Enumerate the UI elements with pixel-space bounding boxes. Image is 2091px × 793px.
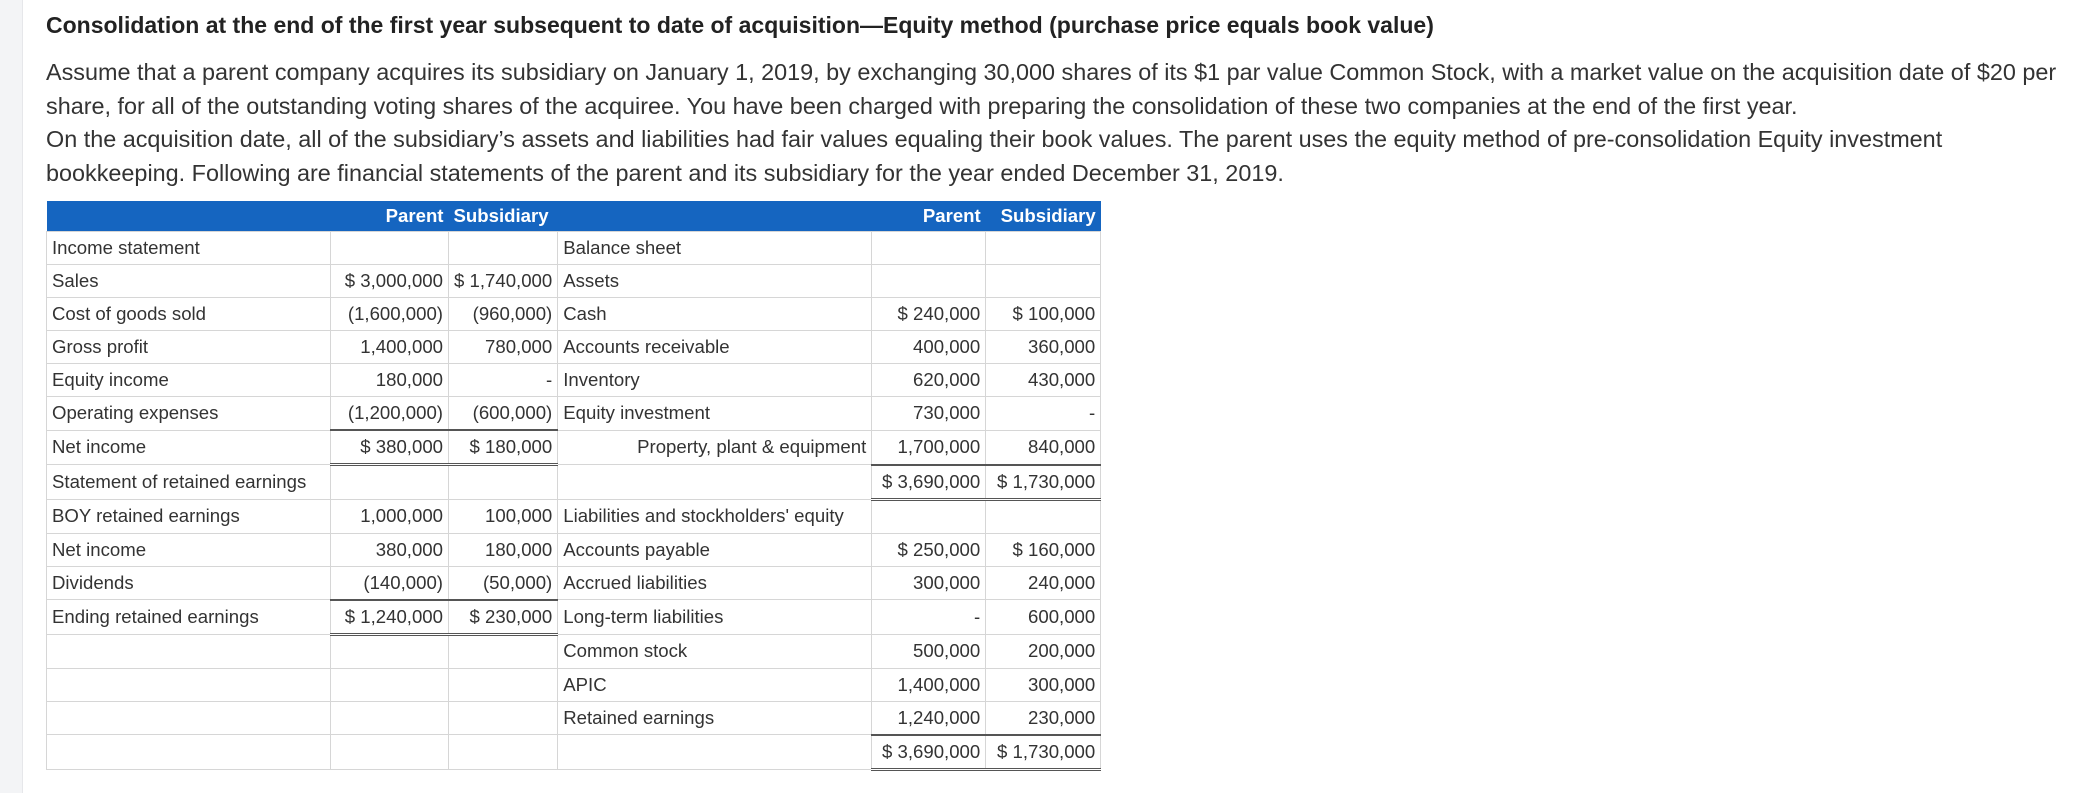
table-cell: - <box>986 397 1101 431</box>
table-cell: 1,700,000 <box>872 430 986 465</box>
table-cell: Equity investment <box>558 397 872 431</box>
table-row <box>47 232 1101 265</box>
table-cell: Retained earnings <box>558 701 872 735</box>
table-row <box>47 430 1101 465</box>
table-cell: 730,000 <box>872 397 986 431</box>
table-cell: (140,000) <box>331 566 449 600</box>
header-cell <box>558 201 872 232</box>
table-cell: Net income <box>47 533 331 566</box>
table-cell <box>449 465 558 500</box>
table-cell: 840,000 <box>986 430 1101 465</box>
table-cell <box>331 668 449 701</box>
table-cell: Equity income <box>47 364 331 397</box>
table-cell: Balance sheet <box>558 232 872 265</box>
table-cell <box>47 634 331 668</box>
table-cell: $ 230,000 <box>449 600 558 635</box>
table-cell <box>47 668 331 701</box>
table-cell <box>449 668 558 701</box>
table-cell: 100,000 <box>449 499 558 533</box>
table-cell <box>986 499 1101 533</box>
paragraph-1: Assume that a parent company acquires its subsidiary on January 1, 2019, by exchanging 30,000 shares of its $1 par value Common Stock, with a market value on the acquisition date of $20 per share, for all of the outstanding voting shares of the acquiree. You have been charged with preparing the consolidation of these two companies at the end of the first year. <box>46 59 2057 119</box>
table-cell <box>47 701 331 735</box>
table-cell: 200,000 <box>986 634 1101 668</box>
table-cell <box>47 735 331 770</box>
table-row <box>47 600 1101 635</box>
table-cell <box>986 265 1101 298</box>
table-cell <box>872 232 986 265</box>
table-cell <box>331 634 449 668</box>
paragraph-2: On the acquisition date, all of the subsidiary’s assets and liabilities had fair values equaling their book values. The parent uses the equity method of pre-consolidation Equity investment bookkeeping. Following are financial statements of the parent and its subsidiary for the year ended December 31, 2019. <box>46 126 1943 186</box>
table-cell: 1,240,000 <box>872 701 986 735</box>
table-cell: (960,000) <box>449 298 558 331</box>
table-cell: $ 3,690,000 <box>872 465 986 500</box>
table-cell: (600,000) <box>449 397 558 431</box>
table-cell: Long-term liabilities <box>558 600 872 635</box>
table-cell: Accounts receivable <box>558 331 872 364</box>
table-cell: $ 3,690,000 <box>872 735 986 770</box>
table-cell <box>331 232 449 265</box>
table-cell: APIC <box>558 668 872 701</box>
table-row <box>47 668 1101 701</box>
table-cell: $ 240,000 <box>872 298 986 331</box>
table-cell: Property, plant & equipment <box>558 430 872 465</box>
header-cell: Parent <box>872 201 986 232</box>
table-cell: Sales <box>47 265 331 298</box>
table-cell: Liabilities and stockholders' equity <box>558 499 872 533</box>
table-row <box>47 735 1101 770</box>
financial-statements-table <box>46 201 1101 771</box>
table-cell: - <box>872 600 986 635</box>
table-row <box>47 634 1101 668</box>
table-cell: Cost of goods sold <box>47 298 331 331</box>
table-cell: $ 380,000 <box>331 430 449 465</box>
table-cell: (1,600,000) <box>331 298 449 331</box>
table-cell: 780,000 <box>449 331 558 364</box>
table-cell: $ 250,000 <box>872 533 986 566</box>
table-cell: 300,000 <box>986 668 1101 701</box>
table-cell: - <box>449 364 558 397</box>
table-row <box>47 499 1101 533</box>
header-cell: Subsidiary <box>986 201 1101 232</box>
table-row <box>47 465 1101 500</box>
table-cell <box>331 735 449 770</box>
table-cell: 1,000,000 <box>331 499 449 533</box>
header-cell: Subsidiary <box>449 201 558 232</box>
table-cell <box>986 232 1101 265</box>
table-cell <box>449 232 558 265</box>
table-cell: 300,000 <box>872 566 986 600</box>
table-cell: 600,000 <box>986 600 1101 635</box>
table-row <box>47 533 1101 566</box>
table-cell: 180,000 <box>449 533 558 566</box>
table-cell <box>558 465 872 500</box>
table-cell: 1,400,000 <box>331 331 449 364</box>
table-row <box>47 701 1101 735</box>
header-cell <box>47 201 331 232</box>
table-cell: 400,000 <box>872 331 986 364</box>
table-cell <box>872 499 986 533</box>
table-cell: $ 3,000,000 <box>331 265 449 298</box>
table-cell: Statement of retained earnings <box>47 465 331 500</box>
table-cell: $ 160,000 <box>986 533 1101 566</box>
table-row <box>47 331 1101 364</box>
table-row <box>47 298 1101 331</box>
table-cell <box>558 735 872 770</box>
table-cell: Accrued liabilities <box>558 566 872 600</box>
table-cell: Income statement <box>47 232 331 265</box>
header-cell: Parent <box>331 201 449 232</box>
table-cell: 620,000 <box>872 364 986 397</box>
table-cell <box>331 701 449 735</box>
table-cell: Net income <box>47 430 331 465</box>
table-header-row <box>47 201 1101 232</box>
table-row <box>47 566 1101 600</box>
table-cell: Dividends <box>47 566 331 600</box>
table-cell: 360,000 <box>986 331 1101 364</box>
table-cell: $ 1,740,000 <box>449 265 558 298</box>
table-cell: Common stock <box>558 634 872 668</box>
table-cell: (50,000) <box>449 566 558 600</box>
table-cell: Assets <box>558 265 872 298</box>
table-cell: $ 1,730,000 <box>986 735 1101 770</box>
table-cell: 180,000 <box>331 364 449 397</box>
table-cell: Accounts payable <box>558 533 872 566</box>
table-cell: Cash <box>558 298 872 331</box>
table-cell <box>449 735 558 770</box>
table-cell: BOY retained earnings <box>47 499 331 533</box>
problem-title: Consolidation at the end of the first year subsequent to date of acquisition—Equity method (purchase price equals book value) <box>46 12 1434 38</box>
table-cell: 500,000 <box>872 634 986 668</box>
table-cell: $ 180,000 <box>449 430 558 465</box>
table-cell: $ 1,730,000 <box>986 465 1101 500</box>
left-gutter <box>0 0 23 793</box>
table-cell: Inventory <box>558 364 872 397</box>
table-cell: $ 100,000 <box>986 298 1101 331</box>
table-row <box>47 265 1101 298</box>
table-row <box>47 364 1101 397</box>
table-cell: Operating expenses <box>47 397 331 431</box>
table-cell: 430,000 <box>986 364 1101 397</box>
table-cell: 1,400,000 <box>872 668 986 701</box>
table-cell: (1,200,000) <box>331 397 449 431</box>
table-cell: Ending retained earnings <box>47 600 331 635</box>
table-cell: Gross profit <box>47 331 331 364</box>
problem-description <box>46 56 2076 190</box>
table-cell <box>449 701 558 735</box>
table-cell <box>872 265 986 298</box>
table-cell <box>449 634 558 668</box>
table-cell: $ 1,240,000 <box>331 600 449 635</box>
table-row <box>47 397 1101 431</box>
table-cell: 380,000 <box>331 533 449 566</box>
table-cell <box>331 465 449 500</box>
table-cell: 230,000 <box>986 701 1101 735</box>
table-cell: 240,000 <box>986 566 1101 600</box>
